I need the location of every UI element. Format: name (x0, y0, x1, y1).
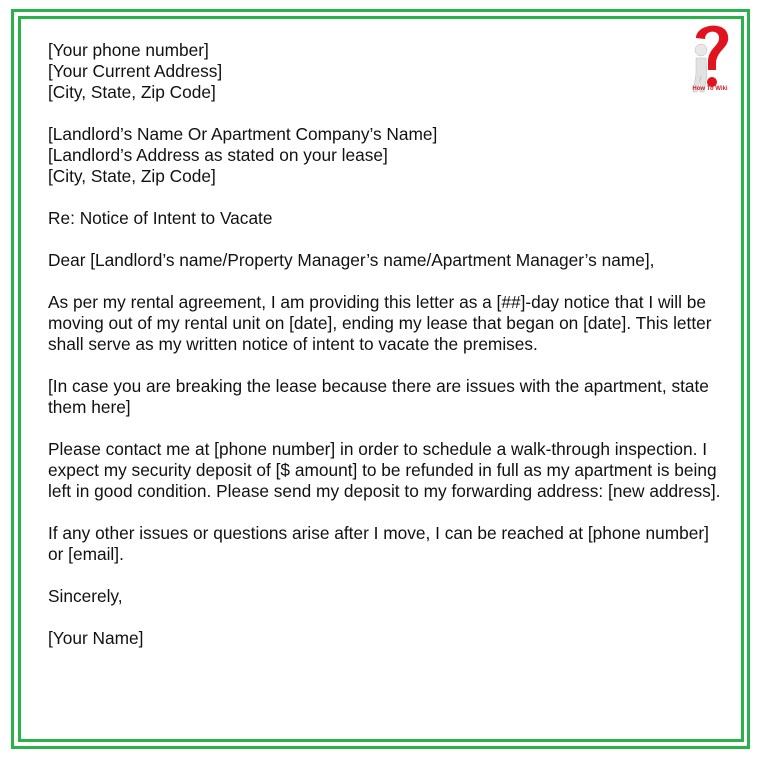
recipient-city: [City, State, Zip Code] (48, 166, 216, 186)
paragraph: If any other issues or questions arise after I move, I can be reached at [phone number] or [email]. (48, 523, 709, 564)
sender-address: [Your Current Address] (48, 61, 223, 81)
recipient-block (48, 124, 728, 187)
sender-city: [City, State, Zip Code] (48, 82, 216, 102)
recipient-name: [Landlord’s Name Or Apartment Company’s Name] (48, 124, 438, 144)
logo-text: How To Wiki (692, 86, 728, 92)
paragraph: [In case you are breaking the lease because there are issues with the apartment, state them here] (48, 376, 709, 417)
closing: Sincerely, (48, 586, 123, 606)
paragraph: Please contact me at [phone number] in order to schedule a walk-through inspection. I expect my security deposit of [$ amount] to be refunded in full as my apartment is being left in good condition. Please send my deposit to my forwarding address: [new address]. (48, 439, 721, 501)
recipient-address: [Landlord’s Address as stated on your lease] (48, 145, 388, 165)
sender-block (48, 40, 728, 103)
sender-phone: [Your phone number] (48, 40, 209, 60)
subject-line: Re: Notice of Intent to Vacate (48, 208, 273, 228)
letter-body (48, 40, 728, 649)
salutation: Dear [Landlord’s name/Property Manager’s name/Apartment Manager’s name], (48, 250, 655, 270)
signature: [Your Name] (48, 628, 144, 648)
paragraph: As per my rental agreement, I am providing this letter as a [##]-day notice that I will be moving out of my rental unit on [date], ending my lease that began on [date]. This letter shall serve as my written notice of intent to vacate the premises. (48, 292, 712, 354)
